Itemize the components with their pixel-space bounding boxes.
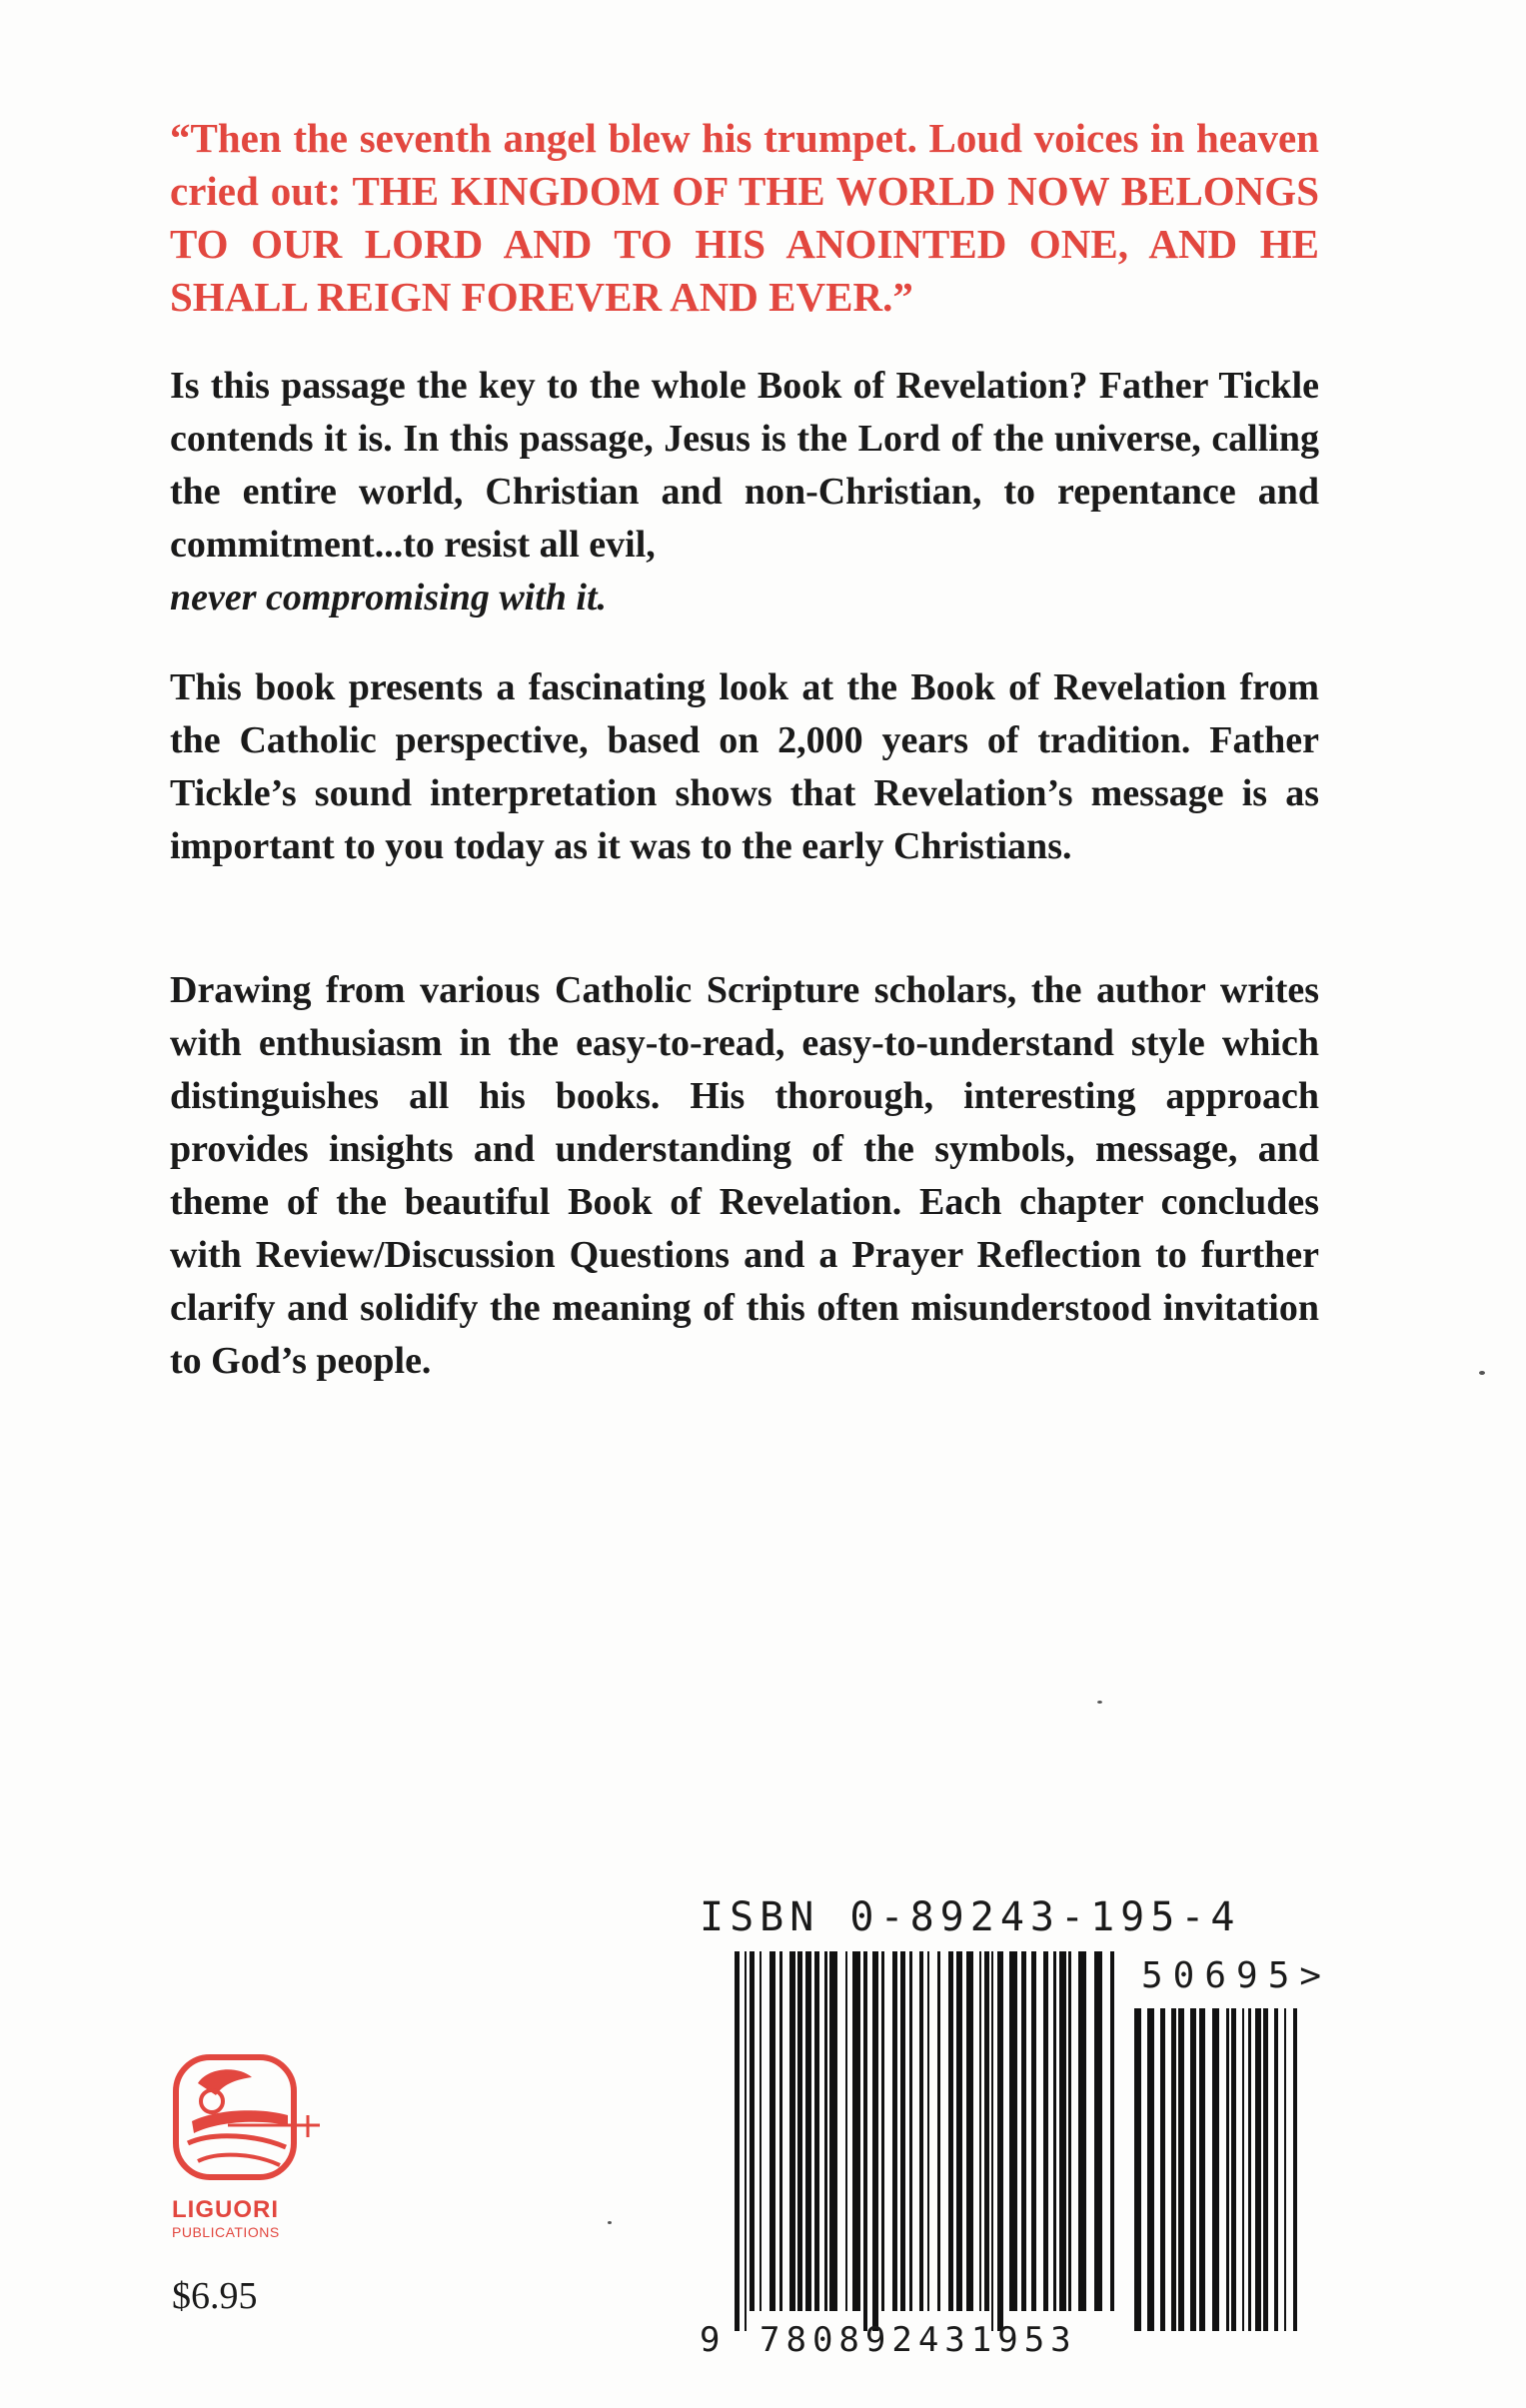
paragraph-key-passage-emphasis: never compromising with it. [170, 577, 608, 618]
ean-barcode-icon [735, 1951, 1114, 2331]
red-quote: “Then the seventh angel blew his trumpet. Loud voices in heaven cried out: THE KINGDOM OF THE WORLD NOW BELONGS TO OUR LORD AND TO HIS ANOINTED ONE, AND HE SHALL REIGN FOREVER AND EVER.” [170, 115, 1319, 320]
barcode-bar [1031, 1951, 1036, 2311]
paper-speck [1479, 1371, 1485, 1375]
barcode-bar [805, 1951, 811, 2311]
barcode-bar [824, 1951, 827, 2311]
barcode-bar [760, 1951, 762, 2311]
barcode-bar [1293, 2008, 1297, 2331]
publisher-sub: PUBLICATIONS [172, 2224, 280, 2240]
barcode-bar [863, 1951, 867, 2331]
barcode-bar [956, 1951, 962, 2311]
barcode-bar [1009, 1951, 1017, 2311]
barcode-bar [937, 1951, 940, 2311]
barcode-bar [1190, 2008, 1196, 2331]
price: $6.95 [172, 2275, 258, 2317]
addon-barcode-icon [1134, 2008, 1299, 2331]
barcode-bar [1078, 1951, 1086, 2311]
liguori-logo-icon [168, 2043, 328, 2193]
barcode-bar [1110, 1951, 1114, 2311]
barcode-bar [1059, 1951, 1066, 2311]
barcode-bar [1242, 2008, 1244, 2331]
barcode-bar [829, 1951, 837, 2311]
ean-first-digit: 9 [700, 2320, 721, 2360]
barcode-bar [852, 1951, 860, 2311]
barcode-bar [1263, 2008, 1268, 2331]
barcode-bar [1068, 1951, 1071, 2311]
barcode-bar [1255, 2008, 1261, 2331]
barcode-bar [1094, 1951, 1102, 2311]
barcode-bar [991, 1951, 993, 2331]
barcode-bar [750, 1951, 755, 2311]
paragraph-drawing-from: Drawing from various Catholic Scripture scholars, the author writes with enthusiasm in the easy-to-read, easy-to-understand style which distinguishes all his books. His thorough, interesting approach provides insights and understanding of the symbols, message, and theme of the beautiful Book of Revelation. Each chapter concludes with Review/Discussion Questions and a Prayer Reflection to further clarify and solidify the meaning of this often misunderstood invitation to God’s people. [170, 969, 1319, 1382]
barcode-bar [1178, 2008, 1184, 2331]
barcode-bar [745, 1951, 747, 2331]
publisher-name: LIGUORI [172, 2196, 279, 2223]
barcode-bar [845, 1951, 847, 2311]
barcode-bar [997, 1951, 1003, 2331]
paragraph-key-passage-text: Is this passage the key to the whole Book of Revelation? Father Tickle contends it is. In this passage, Jesus is the Lord of the universe, calling the entire world, Christian and non-Christian, to repentance and commitment...to resist all evil, [170, 365, 1319, 566]
barcode-bar [1284, 2008, 1286, 2331]
barcode-bar [1274, 2008, 1278, 2331]
barcode-bar [1134, 2008, 1141, 2331]
barcode-bar [1021, 1951, 1026, 2311]
barcode-bar [1147, 2008, 1154, 2331]
paper-speck [608, 2221, 612, 2224]
barcode-bar [909, 1951, 912, 2311]
barcode-bar [1171, 2008, 1176, 2331]
barcode-bar [769, 1951, 775, 2311]
barcode-bar [1053, 1951, 1056, 2311]
barcode-bar [984, 1951, 989, 2311]
barcode-bar [900, 1951, 905, 2311]
barcode-bar [1212, 2008, 1219, 2331]
barcode-bar [779, 1951, 782, 2311]
barcode-bar [1160, 2008, 1165, 2331]
barcode-bar [814, 1951, 819, 2311]
barcode-bar [948, 1951, 953, 2311]
barcode-bar [892, 1951, 897, 2311]
barcode-bar [789, 1951, 795, 2311]
barcode-bar [979, 1951, 981, 2311]
barcode-bar [881, 1951, 884, 2311]
barcode-bar [1199, 2008, 1205, 2331]
barcode-bar [1043, 1951, 1048, 2311]
barcode-bar [797, 1951, 802, 2311]
paragraph-book-presents: This book presents a fascinating look at the Book of Revelation from the Catholic perspective, based on 2,000 years of tradition. Father Tickle’s sound interpretation shows that Revelation’s message is as important to you today as it was to the early Christians. [170, 666, 1319, 867]
barcode-bar [735, 1951, 740, 2331]
paper-speck [1097, 1701, 1102, 1704]
barcode-bar [872, 1951, 878, 2331]
paragraph-key-passage [170, 360, 1319, 624]
barcode-bar [1248, 2008, 1251, 2331]
barcode-bar [1226, 2008, 1229, 2331]
barcode-bar [1231, 2008, 1236, 2331]
barcode-bar [927, 1951, 929, 2311]
isbn-label: ISBN 0-89243-195-4 [700, 1894, 1241, 1940]
barcode-bar [966, 1951, 973, 2311]
ean-digits: 780892431953 [760, 2320, 1077, 2360]
addon-price-code: 50695> [1141, 1955, 1332, 1996]
barcode-bar [919, 1951, 923, 2311]
